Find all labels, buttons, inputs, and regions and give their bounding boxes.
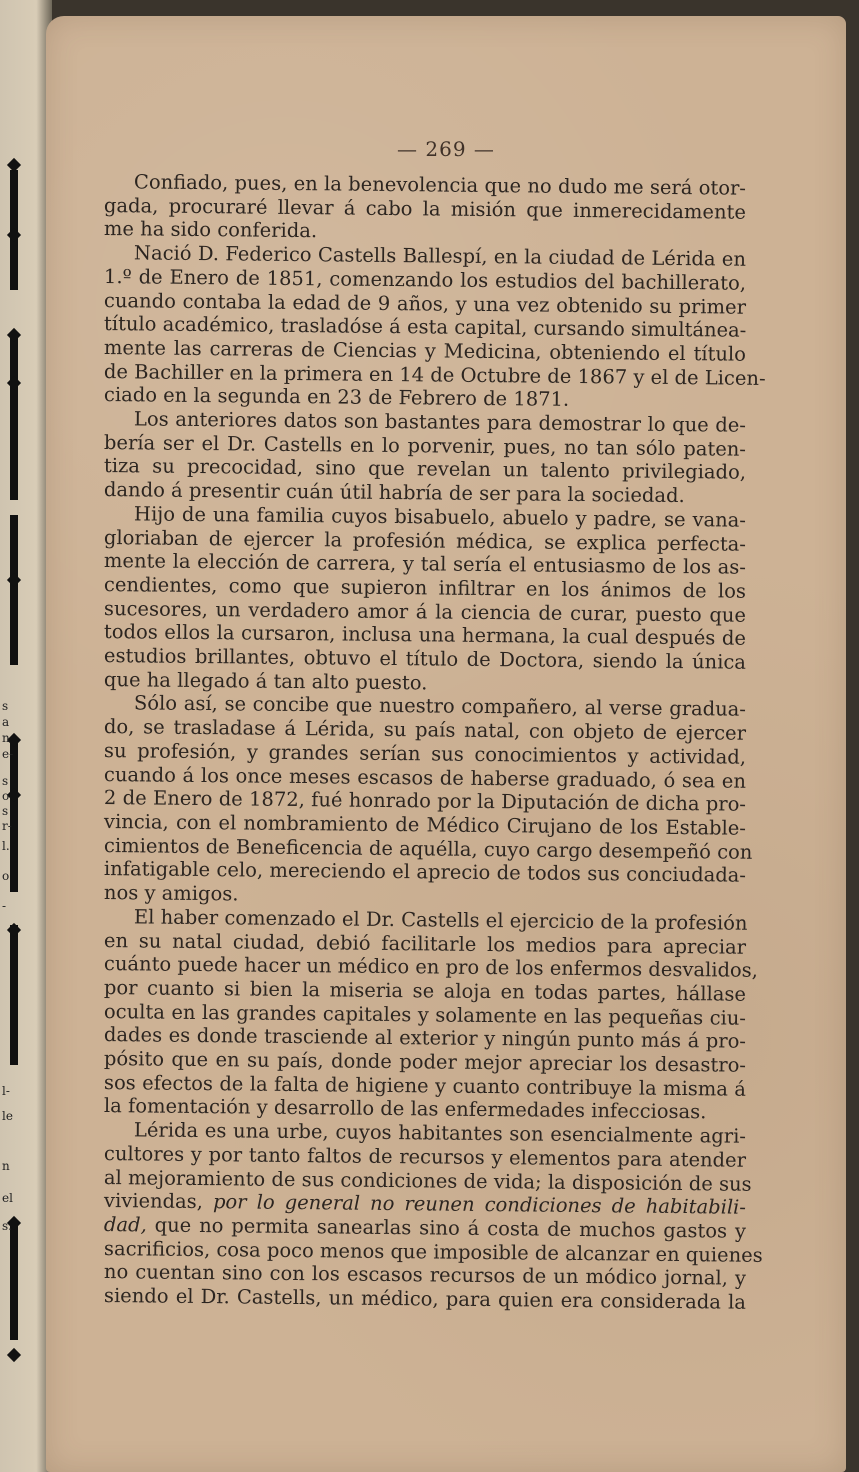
strip-rule-bottom (10, 1220, 18, 1340)
text-line: gada, procuraré llevar á cabo la misión que inmerecidamente (103, 193, 747, 224)
text-line: no cuentan sino con los escasos recursos de un módico jornal, y (103, 1260, 747, 1291)
strip-fragment-16: s. (2, 1219, 12, 1233)
text-line: El haber comenzado el Dr. Castells el ejercicio de la profesión (133, 905, 748, 935)
strip-fragment-10: o (2, 869, 10, 883)
strip-fragment-11: - (2, 899, 7, 913)
text-line: cuando contaba la edad de 9 años, y una vez obtenido su primer (103, 288, 747, 319)
text-line: 1.º de Enero de 1851, comenzando los estudios del bachillerato, (103, 264, 747, 295)
strip-fragment-4: e- (2, 747, 14, 761)
text-line: bería ser el Dr. Castells en lo porvenir, pues, no tan sólo paten- (103, 430, 747, 461)
text-line: cimientos de Beneficencia de aquélla, cuyo cargo desempeñó con (103, 833, 753, 864)
adjacent-page-strip (0, 0, 52, 1472)
text-line: infatigable celo, mereciendo el aprecio de todos sus conciudada- (103, 857, 747, 888)
text-line: Los anteriores datos son bastantes para demostrar lo que de- (133, 407, 747, 437)
strip-rule-middle-1 (10, 335, 18, 500)
text-line: mente las carreras de Ciencias y Medicina, obteniendo el título (103, 335, 747, 366)
strip-fragment-2: a (2, 715, 10, 729)
strip-rule-middle-4 (10, 925, 18, 1065)
text-line: 2 de Enero de 1872, fué honrado por la Diputación de dicha pro- (103, 786, 747, 817)
text-line: pósito que en su país, donde poder mejor apreciar los desastro- (103, 1047, 747, 1077)
strip-fragment-13: le (2, 1109, 13, 1123)
text-line: al mejoramiento de sus condiciones de vida; la disposición de sus (103, 1165, 752, 1196)
text-line: todos ellos la cursaron, inclusa una hermana, la cual después de (103, 620, 747, 651)
strip-fragment-6: o (2, 789, 10, 803)
text-line: Nació D. Federico Castells Ballespí, en la ciudad de Lérida en (133, 241, 747, 271)
text-line: dades es donde trasciende al exterior y ningún punto más á pro- (103, 1023, 747, 1054)
page-text (103, 170, 766, 1314)
strip-fragment-14: n (2, 1159, 10, 1173)
text-line: Sólo así, se concibe que nuestro compañero, al verse gradua- (133, 691, 747, 722)
text-line: sos efectos de la falta de higiene y cuanto contribuye la misma á (103, 1070, 747, 1101)
text-line: Confiado, pues, en la benevolencia que no dudo me será otor- (133, 170, 747, 200)
text-line: cuánto puede hacer un médico en pro de los enfermos desvalidos, (103, 952, 759, 983)
text-line: ciado en la segunda en 23 de Febrero de 1871. (103, 383, 570, 412)
italic-line-segment: por lo general no reunen condiciones de habitabili- (212, 1190, 747, 1219)
text-line: de Bachiller en la primera en 14 de Octubre de 1867 y el de Licen- (103, 359, 766, 390)
text-line: Hijo de una familia cuyos bisabuelo, abuelo y padre, se vana- (133, 502, 747, 532)
text-line: mente la elección de carrera, y tal sería el entusiasmo de los as- (103, 549, 747, 579)
text-line: que ha llegado á tan alto puesto. (103, 667, 428, 695)
text-line: oculta en las grandes capitales y solamente en las pequeñas ciu- (103, 999, 747, 1030)
strip-fragment-8: r- (2, 819, 12, 833)
text-line: vincia, con el nombramiento de Médico Cirujano de los Estable- (103, 809, 747, 840)
line-segment: viviendas, (103, 1189, 214, 1214)
text-line: tiza su precocidad, sino que revelan un talento privilegiado, (103, 454, 747, 485)
strip-fragment-3: n (2, 731, 10, 745)
text-line: sacrificios, cosa poco menos que imposible de alcanzar en quienes (103, 1236, 763, 1267)
strip-rule-middle-2 (10, 515, 18, 665)
strip-fragment-5: s (2, 774, 9, 788)
strip-diamond-10 (7, 1348, 21, 1362)
strip-fragment-9: l. (2, 839, 10, 853)
text-line: estudios brillantes, obtuvo el título de Doctora, siendo la única (103, 644, 747, 674)
line-segment: que no permita sanearlas sino á costa de muchos gastos y (146, 1213, 747, 1243)
page-number: — 269 — (397, 137, 495, 161)
text-line: me ha sido conferida. (103, 217, 318, 243)
text-line: su profesión, y grandes serían sus conocimientos y actividad, (103, 738, 747, 769)
italic-line-segment: dad, (103, 1212, 147, 1237)
text-line: cuando á los once meses escasos de haberse graduado, ó sea en (103, 762, 747, 793)
strip-fragment-15: el (2, 1191, 13, 1205)
text-line: nos y amigos. (103, 881, 239, 906)
text-line: dando á presentir cuán útil habría de ser para la sociedad. (103, 478, 685, 508)
text-line: título académico, trasladóse á esta capital, cursando simultánea- (103, 312, 747, 342)
text-line: gloriaban de ejercer la profesión médica, se explica perfecta- (103, 525, 747, 556)
text-line: Lérida es una urbe, cuyos habitantes son esencialmente agri- (133, 1118, 747, 1148)
text-line: cultores y por tanto faltos de recursos y elementos para atender (103, 1141, 747, 1172)
text-line: do, se trasladase á Lérida, su país natal, con objeto de ejercer (103, 715, 747, 745)
text-line: sucesores, un verdadero amor á la ciencia de curar, puesto que (103, 596, 747, 627)
text-line: la fomentación y desarrollo de las enfermedades infecciosas. (103, 1094, 707, 1124)
strip-fragment-7: s (2, 804, 9, 818)
strip-fragment-1: s (2, 699, 9, 713)
book-page (46, 16, 846, 1472)
strip-fragment-12: l- (2, 1084, 10, 1098)
text-line: por cuanto si bien la miseria se aloja en todas partes, hállase (103, 975, 747, 1006)
text-line: en su natal ciudad, debió facilitarle los medios para apreciar (103, 928, 747, 959)
text-line: siendo el Dr. Castells, un médico, para quien era considerada la (103, 1284, 747, 1314)
strip-rule-middle-3 (10, 742, 18, 892)
text-line: cendientes, como que supieron infiltrar en los ánimos de los (103, 572, 747, 603)
